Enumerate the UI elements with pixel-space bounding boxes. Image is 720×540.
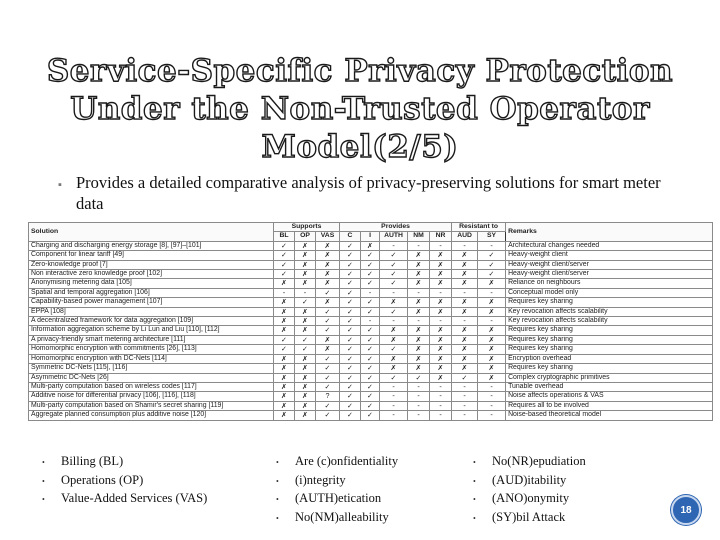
subheader-cell: NM: [408, 232, 430, 241]
remarks-cell: Requires all to be involved: [506, 401, 713, 410]
mark-cell: -: [380, 288, 408, 297]
mark-cell: ✓: [340, 260, 361, 269]
mark-cell: ✗: [430, 307, 452, 316]
table-row: [29, 345, 713, 354]
mark-cell: ✗: [274, 307, 295, 316]
slide-title: [40, 52, 680, 166]
remarks-cell: Requires key sharing: [506, 298, 713, 307]
mark-cell: -: [380, 392, 408, 401]
mark-cell: ✗: [452, 364, 478, 373]
mark-cell: ✗: [430, 373, 452, 382]
remarks-cell: Requires key sharing: [506, 326, 713, 335]
table-row: [29, 364, 713, 373]
mark-cell: ✗: [452, 260, 478, 269]
remarks-cell: Heavy-weight client/server: [506, 260, 713, 269]
legend-resistant: [473, 453, 586, 527]
mark-cell: ✗: [274, 401, 295, 410]
legend-item: • Value-Added Services (VAS): [42, 490, 207, 509]
table-row: [29, 335, 713, 344]
mark-cell: ✓: [380, 279, 408, 288]
mark-cell: ✓: [361, 251, 380, 260]
mark-cell: ✓: [340, 401, 361, 410]
mark-cell: ✗: [408, 364, 430, 373]
mark-cell: ✗: [430, 354, 452, 363]
legend-item: • No(NR)epudiation: [473, 453, 586, 472]
solution-cell: Zero-knowledge proof [7]: [29, 260, 274, 269]
mark-cell: ✓: [361, 373, 380, 382]
mark-cell: ✗: [316, 335, 340, 344]
mark-cell: ✗: [380, 364, 408, 373]
mark-cell: ✗: [295, 364, 316, 373]
mark-cell: -: [408, 317, 430, 326]
title-line-1: Service-Specific Privacy Protection: [46, 53, 674, 89]
mark-cell: ✓: [316, 411, 340, 420]
mark-cell: ✗: [430, 364, 452, 373]
mark-cell: ✓: [361, 401, 380, 410]
mark-cell: ✗: [295, 307, 316, 316]
mark-cell: ✗: [274, 279, 295, 288]
legend-item: • Billing (BL): [42, 453, 207, 472]
solution-cell: Spatial and temporal aggregation [106]: [29, 288, 274, 297]
mark-cell: ✗: [452, 298, 478, 307]
mark-cell: ✓: [478, 251, 506, 260]
mark-cell: ✗: [408, 260, 430, 269]
mark-cell: ✗: [408, 298, 430, 307]
table-row: [29, 401, 713, 410]
mark-cell: ✗: [316, 298, 340, 307]
mark-cell: ✗: [295, 279, 316, 288]
mark-cell: ✗: [408, 270, 430, 279]
mark-cell: ✓: [316, 326, 340, 335]
solution-cell: Multi-party computation based on wireless codes [117]: [29, 382, 274, 391]
page-number-badge: 18: [671, 495, 701, 525]
mark-cell: ✗: [295, 354, 316, 363]
mark-cell: ✗: [316, 279, 340, 288]
legend-provides: [276, 453, 398, 527]
mark-cell: -: [478, 317, 506, 326]
mark-cell: ✗: [295, 392, 316, 401]
subheader-cell: I: [361, 232, 380, 241]
solution-cell: Non interactive zero knowledge proof [102]: [29, 270, 274, 279]
solution-cell: Charging and discharging energy storage [8], [97]–[101]: [29, 241, 274, 250]
legend-item: • (ANO)onymity: [473, 490, 586, 509]
mark-cell: ✓: [380, 307, 408, 316]
mark-cell: ✗: [430, 345, 452, 354]
mark-cell: -: [452, 411, 478, 420]
mark-cell: ✓: [340, 392, 361, 401]
legend-item: • No(NM)alleability: [276, 509, 398, 528]
title-line-3: Model(2/5): [261, 129, 459, 165]
mark-cell: ✗: [430, 298, 452, 307]
mark-cell: ✓: [340, 382, 361, 391]
mark-cell: ✗: [274, 373, 295, 382]
solution-cell: Homomorphic encryption with commitments [26], [113]: [29, 345, 274, 354]
mark-cell: ✓: [340, 241, 361, 250]
header-resistant: Resistant to: [452, 223, 506, 232]
mark-cell: -: [408, 241, 430, 250]
mark-cell: ✗: [274, 382, 295, 391]
mark-cell: ✗: [316, 345, 340, 354]
header-supports: Supports: [274, 223, 340, 232]
mark-cell: ✗: [452, 307, 478, 316]
remarks-cell: Noise affects operations & VAS: [506, 392, 713, 401]
mark-cell: ✓: [361, 411, 380, 420]
legend-item: • (SY)bil Attack: [473, 509, 586, 528]
remarks-cell: Key revocation affects scalability: [506, 317, 713, 326]
mark-cell: ✓: [295, 335, 316, 344]
remarks-cell: Noise-based theoretical model: [506, 411, 713, 420]
bullet-dot-icon: •: [276, 476, 279, 486]
table-row: [29, 298, 713, 307]
bullet-dot-icon: •: [473, 495, 476, 504]
mark-cell: ✓: [340, 298, 361, 307]
table-row: [29, 251, 713, 260]
mark-cell: ✗: [452, 354, 478, 363]
subheader-cell: AUD: [452, 232, 478, 241]
mark-cell: ✗: [430, 279, 452, 288]
remarks-cell: Conceptual model only: [506, 288, 713, 297]
solution-cell: Anonymising metering data [105]: [29, 279, 274, 288]
mark-cell: ✓: [380, 260, 408, 269]
mark-cell: -: [430, 241, 452, 250]
mark-cell: ✓: [316, 382, 340, 391]
bullet-dot-icon: •: [42, 476, 45, 486]
legend-item: • (AUD)itability: [473, 472, 586, 491]
mark-cell: ✗: [380, 354, 408, 363]
table-row: [29, 288, 713, 297]
mark-cell: ✗: [274, 326, 295, 335]
mark-cell: ✗: [408, 354, 430, 363]
mark-cell: ✗: [295, 326, 316, 335]
mark-cell: ✓: [340, 345, 361, 354]
remarks-cell: Requires key sharing: [506, 335, 713, 344]
mark-cell: ✓: [316, 288, 340, 297]
mark-cell: ✗: [430, 270, 452, 279]
table-row: [29, 270, 713, 279]
mark-cell: ✓: [340, 411, 361, 420]
subheader-cell: C: [340, 232, 361, 241]
mark-cell: ✗: [430, 260, 452, 269]
mark-cell: ✓: [340, 373, 361, 382]
mark-cell: ✗: [452, 251, 478, 260]
mark-cell: ✓: [340, 251, 361, 260]
table-row: [29, 317, 713, 326]
mark-cell: -: [274, 288, 295, 297]
mark-cell: -: [452, 392, 478, 401]
solution-cell: EPPA [108]: [29, 307, 274, 316]
mark-cell: ✓: [340, 364, 361, 373]
subheader-cell: AUTH: [380, 232, 408, 241]
legend-supports: [42, 453, 207, 509]
subheader-cell: BL: [274, 232, 295, 241]
mark-cell: ✓: [361, 364, 380, 373]
mark-cell: ✗: [295, 382, 316, 391]
mark-cell: ✗: [295, 401, 316, 410]
mark-cell: ✗: [478, 335, 506, 344]
mark-cell: ✓: [274, 241, 295, 250]
mark-cell: ✓: [340, 288, 361, 297]
mark-cell: ✓: [380, 345, 408, 354]
remarks-cell: Requires key sharing: [506, 345, 713, 354]
mark-cell: ✓: [340, 307, 361, 316]
mark-cell: -: [430, 382, 452, 391]
mark-cell: -: [430, 288, 452, 297]
mark-cell: ✓: [316, 317, 340, 326]
mark-cell: ✓: [361, 326, 380, 335]
mark-cell: ✓: [478, 260, 506, 269]
mark-cell: ✓: [380, 251, 408, 260]
mark-cell: ✓: [361, 354, 380, 363]
table-row: [29, 411, 713, 420]
mark-cell: -: [408, 288, 430, 297]
mark-cell: ✓: [361, 345, 380, 354]
mark-cell: ✓: [295, 345, 316, 354]
mark-cell: ✓: [274, 260, 295, 269]
mark-cell: ✗: [361, 241, 380, 250]
remarks-cell: Heavy-weight client/server: [506, 270, 713, 279]
mark-cell: -: [408, 401, 430, 410]
mark-cell: -: [478, 401, 506, 410]
mark-cell: ✓: [361, 392, 380, 401]
mark-cell: ✗: [478, 364, 506, 373]
bullet-dot-icon: •: [276, 458, 279, 467]
mark-cell: -: [380, 241, 408, 250]
remarks-cell: Tunable overhead: [506, 382, 713, 391]
bullet-dot-icon: •: [276, 513, 279, 523]
mark-cell: ✗: [408, 345, 430, 354]
mark-cell: ✗: [408, 326, 430, 335]
mark-cell: ✗: [478, 298, 506, 307]
mark-cell: ✓: [380, 373, 408, 382]
mark-cell: ✓: [408, 373, 430, 382]
bullet-dot-icon: •: [276, 495, 279, 504]
remarks-cell: Complex cryptographic primitives: [506, 373, 713, 382]
mark-cell: ✗: [316, 251, 340, 260]
mark-cell: ✓: [340, 354, 361, 363]
title-line-2: Under the Non-Trusted Operator: [70, 91, 650, 127]
mark-cell: ✓: [316, 307, 340, 316]
mark-cell: ✓: [361, 298, 380, 307]
mark-cell: ✗: [380, 298, 408, 307]
mark-cell: ✗: [430, 326, 452, 335]
remarks-cell: Requires key sharing: [506, 364, 713, 373]
comparison-table-wrapper: [28, 222, 692, 438]
table-row: [29, 326, 713, 335]
mark-cell: ✓: [340, 279, 361, 288]
mark-cell: ✗: [316, 260, 340, 269]
solution-cell: Symmetric DC-Nets [115], [116]: [29, 364, 274, 373]
bullet-dot-icon: •: [473, 513, 476, 523]
solution-cell: A privacy-friendly smart metering architecture [111]: [29, 335, 274, 344]
intro-bullet-text: Provides a detailed comparative analysis of privacy-preserving solutions for smart meter data: [76, 173, 661, 213]
solution-cell: Additive noise for differential privacy [106], [116], [118]: [29, 392, 274, 401]
mark-cell: ✗: [295, 241, 316, 250]
mark-cell: -: [430, 317, 452, 326]
solution-cell: Capability-based power management [107]: [29, 298, 274, 307]
mark-cell: -: [408, 411, 430, 420]
solution-cell: Asymmetric DC-Nets [26]: [29, 373, 274, 382]
legend-item: • (i)ntegrity: [276, 472, 398, 491]
mark-cell: -: [478, 392, 506, 401]
mark-cell: ✗: [478, 279, 506, 288]
mark-cell: ✓: [452, 373, 478, 382]
mark-cell: -: [452, 288, 478, 297]
legend-item: • (AUTH)etication: [276, 490, 398, 509]
mark-cell: -: [361, 317, 380, 326]
bullet-dot-icon: •: [473, 476, 476, 486]
mark-cell: ✓: [316, 401, 340, 410]
mark-cell: ✗: [478, 373, 506, 382]
mark-cell: ✓: [316, 373, 340, 382]
mark-cell: ✗: [274, 354, 295, 363]
legend-item: • Operations (OP): [42, 472, 207, 491]
mark-cell: ✓: [274, 335, 295, 344]
header-remarks: Remarks: [506, 223, 713, 242]
mark-cell: -: [430, 411, 452, 420]
legend-item: • Are (c)onfidentiality: [276, 453, 398, 472]
bullet-dot-icon: •: [42, 458, 45, 467]
solution-cell: Homomorphic encryption with DC-Nets [114]: [29, 354, 274, 363]
mark-cell: ✗: [408, 279, 430, 288]
mark-cell: ✓: [478, 270, 506, 279]
mark-cell: ✗: [452, 345, 478, 354]
mark-cell: ✓: [340, 270, 361, 279]
subheader-cell: OP: [295, 232, 316, 241]
mark-cell: -: [408, 392, 430, 401]
subheader-cell: SY: [478, 232, 506, 241]
mark-cell: -: [430, 392, 452, 401]
mark-cell: -: [478, 241, 506, 250]
table-row: [29, 373, 713, 382]
remarks-cell: Heavy-weight client: [506, 251, 713, 260]
bullet-dot-icon: •: [42, 495, 45, 504]
mark-cell: ✗: [478, 326, 506, 335]
mark-cell: ✓: [361, 335, 380, 344]
mark-cell: ✗: [295, 260, 316, 269]
mark-cell: ✓: [340, 317, 361, 326]
mark-cell: ✗: [408, 307, 430, 316]
mark-cell: ✓: [340, 335, 361, 344]
mark-cell: ✓: [316, 364, 340, 373]
table-header-row: [29, 223, 713, 232]
mark-cell: -: [408, 382, 430, 391]
mark-cell: ✓: [361, 260, 380, 269]
mark-cell: ✗: [274, 317, 295, 326]
table-row: [29, 392, 713, 401]
solution-cell: Aggregate planned consumption plus additive noise [120]: [29, 411, 274, 420]
solution-cell: Information aggregation scheme by Li Lun and Liu [110], [112]: [29, 326, 274, 335]
mark-cell: ✗: [452, 335, 478, 344]
mark-cell: -: [430, 401, 452, 410]
solution-cell: A decentralized framework for data aggregation [109]: [29, 317, 274, 326]
mark-cell: -: [361, 288, 380, 297]
mark-cell: ✗: [430, 251, 452, 260]
mark-cell: ✗: [274, 392, 295, 401]
mark-cell: ✓: [361, 307, 380, 316]
mark-cell: ✓: [274, 345, 295, 354]
header-provides: Provides: [340, 223, 452, 232]
remarks-cell: Reliance on neighbours: [506, 279, 713, 288]
mark-cell: ?: [316, 392, 340, 401]
mark-cell: -: [478, 411, 506, 420]
mark-cell: ✓: [316, 354, 340, 363]
square-bullet-icon: ▪: [58, 179, 62, 191]
bullet-dot-icon: •: [473, 458, 476, 467]
mark-cell: ✗: [380, 335, 408, 344]
mark-cell: ✓: [295, 298, 316, 307]
solution-cell: Multi-party computation based on Shamir's secret sharing [119]: [29, 401, 274, 410]
table-row: [29, 307, 713, 316]
mark-cell: ✗: [408, 251, 430, 260]
mark-cell: ✗: [295, 270, 316, 279]
table-row: [29, 260, 713, 269]
mark-cell: -: [380, 401, 408, 410]
mark-cell: ✗: [478, 307, 506, 316]
header-solution: Solution: [29, 223, 274, 242]
solution-cell: Component for linear tariff [49]: [29, 251, 274, 260]
mark-cell: ✓: [361, 270, 380, 279]
remarks-cell: Key revocation affects scalability: [506, 307, 713, 316]
mark-cell: ✗: [295, 251, 316, 260]
intro-bullet: [58, 172, 678, 214]
subheader-cell: VAS: [316, 232, 340, 241]
mark-cell: -: [380, 411, 408, 420]
mark-cell: -: [452, 241, 478, 250]
mark-cell: -: [380, 317, 408, 326]
mark-cell: ✓: [274, 251, 295, 260]
mark-cell: ✗: [295, 373, 316, 382]
mark-cell: -: [478, 382, 506, 391]
mark-cell: ✗: [316, 270, 340, 279]
table-row: [29, 354, 713, 363]
mark-cell: -: [295, 288, 316, 297]
mark-cell: -: [452, 401, 478, 410]
mark-cell: ✓: [380, 270, 408, 279]
mark-cell: ✗: [295, 317, 316, 326]
mark-cell: ✗: [380, 326, 408, 335]
table-body: [29, 241, 713, 420]
mark-cell: ✗: [430, 335, 452, 344]
mark-cell: ✗: [478, 345, 506, 354]
table-row: [29, 382, 713, 391]
mark-cell: ✗: [295, 411, 316, 420]
mark-cell: ✓: [340, 326, 361, 335]
remarks-cell: Encryption overhead: [506, 354, 713, 363]
table-row: [29, 279, 713, 288]
mark-cell: ✗: [274, 364, 295, 373]
mark-cell: ✗: [408, 335, 430, 344]
mark-cell: -: [452, 382, 478, 391]
mark-cell: ✗: [478, 354, 506, 363]
mark-cell: ✓: [361, 382, 380, 391]
comparison-table: [28, 222, 713, 421]
mark-cell: ✗: [452, 270, 478, 279]
remarks-cell: Architectural changes needed: [506, 241, 713, 250]
mark-cell: -: [452, 317, 478, 326]
mark-cell: ✗: [452, 279, 478, 288]
mark-cell: ✓: [361, 279, 380, 288]
mark-cell: ✓: [274, 270, 295, 279]
mark-cell: ✗: [452, 326, 478, 335]
subheader-cell: NR: [430, 232, 452, 241]
mark-cell: ✗: [274, 411, 295, 420]
mark-cell: -: [478, 288, 506, 297]
mark-cell: ✗: [274, 298, 295, 307]
mark-cell: -: [380, 382, 408, 391]
table-row: [29, 241, 713, 250]
mark-cell: ✗: [316, 241, 340, 250]
